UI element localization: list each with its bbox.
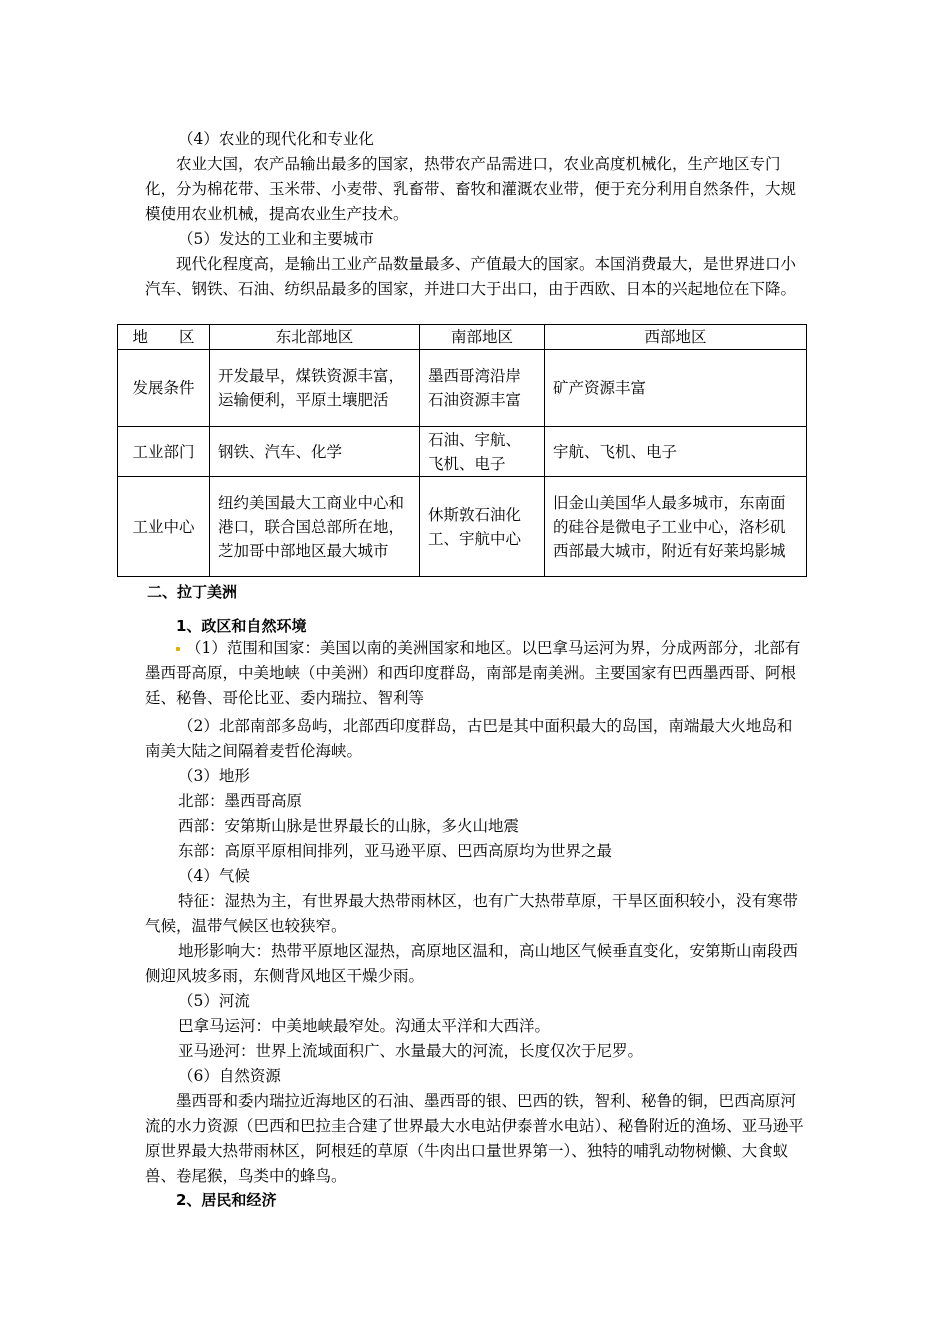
table-cell: 开发最早，煤铁资源丰富，运输便利，平原土壤肥活	[210, 350, 420, 427]
table-header-cell: 东北部地区	[210, 325, 420, 350]
marker-icon	[176, 647, 180, 651]
row-label: 发展条件	[118, 350, 210, 427]
table-header-row	[118, 325, 807, 350]
terrain-east: 东部：高原平原相间排列，亚马逊平原、巴西高原均为世界之最	[178, 842, 613, 860]
table-header-cell: 南部地区	[420, 325, 545, 350]
row-label: 工业部门	[118, 427, 210, 477]
climate-features: 特征：湿热为主，有世界最大热带雨林区，也有广大热带草原，干旱区面积较小，没有寒带气候，温带气候区也较狭窄。	[145, 892, 799, 935]
latam-islands-paragraph: （2）北部南部多岛屿，北部西印度群岛，古巴是其中面积最大的岛国，南端最大火地岛和南美大陆之间隔着麦哲伦海峡。	[145, 717, 793, 760]
resources-heading: （6）自然资源	[178, 1067, 281, 1085]
latam-scope-paragraph	[145, 636, 807, 711]
section-title-latin-america: 二、拉丁美洲	[147, 583, 238, 601]
table-cell: 钢铁、汽车、化学	[210, 427, 420, 477]
agri-heading: （4）农业的现代化和专业化	[178, 130, 374, 148]
terrain-west: 西部：安第斯山脉是世界最长的山脉，多火山地震	[178, 817, 520, 835]
industry-body: 现代化程度高，是输出工业产品数量最多、产值最大的国家。本国消费最大，是世界进口小汽车、钢铁、石油、纺织品最多的国家，并进口大于出口，由于西欧、日本的兴起地位在下降。	[145, 255, 797, 298]
table-cell: 纽约美国最大工商业中心和港口，联合国总部所在地，芝加哥中部地区最大城市	[210, 477, 420, 577]
table-cell: 旧金山美国华人最多城市，东南面的硅谷是微电子工业中心，洛杉矶西部最大城市，附近有好莱坞影城	[545, 477, 807, 577]
table-cell: 宇航、飞机、电子	[545, 427, 807, 477]
table-row	[118, 350, 807, 427]
latam-scope-text: （1）范围和国家：美国以南的美洲国家和地区。以巴拿马运河为界，分成两部分，北部有墨西哥高原，中美地峡（中美洲）和西印度群岛，南部是南美洲。主要国家有巴西墨西哥、阿根廷、秘鲁、哥伦比亚、委内瑞拉、智利等	[145, 639, 801, 707]
table-row	[118, 477, 807, 577]
resources-body: 墨西哥和委内瑞拉近海地区的石油、墨西哥的银、巴西的铁，智利、秘鲁的铜，巴西高原河流的水力资源（巴西和巴拉圭合建了世界最大水电站伊泰普水电站）、秘鲁附近的渔场、亚马逊平原世界最大热带雨林区，阿根廷的草原（牛肉出口量世界第一）、独特的哺乳动物树懒、大食蚁兽、卷尾猴，鸟类中的蜂鸟。	[145, 1092, 804, 1185]
table-header-cell: 西部地区	[545, 325, 807, 350]
row-label: 工业中心	[118, 477, 210, 577]
section-heading-population-economy: 2、居民和经济	[176, 1191, 277, 1209]
section-heading-politics-environment: 1、政区和自然环境	[176, 617, 307, 635]
agri-body: 农业大国，农产品输出最多的国家，热带农产品需进口，农业高度机械化，生产地区专门化，分为棉花带、玉米带、小麦带、乳畜带、畜牧和灌溉农业带，便于充分利用自然条件，大规模使用农业机械，提高农业生产技术。	[145, 155, 797, 223]
industry-regions-table	[117, 324, 807, 577]
table-header-cell: 地 区	[118, 325, 210, 350]
terrain-north: 北部：墨西哥高原	[178, 792, 303, 810]
table-row	[118, 427, 807, 477]
table-cell: 矿产资源丰富	[545, 350, 807, 427]
table-cell: 石油、宇航、飞机、电子	[420, 427, 545, 477]
table-cell: 休斯敦石油化工、宇航中心	[420, 477, 545, 577]
table-cell: 墨西哥湾沿岸石油资源丰富	[420, 350, 545, 427]
climate-terrain-influence: 地形影响大：热带平原地区湿热，高原地区温和，高山地区气候垂直变化，安第斯山南段西侧迎风坡多雨，东侧背风地区干燥少雨。	[145, 942, 799, 985]
river-amazon: 亚马逊河：世界上流域面积广、水量最大的河流，长度仅次于尼罗。	[178, 1042, 644, 1060]
industry-heading: （5）发达的工业和主要城市	[178, 230, 374, 248]
climate-heading: （4）气候	[178, 867, 250, 885]
terrain-heading: （3）地形	[178, 767, 250, 785]
rivers-heading: （5）河流	[178, 992, 250, 1010]
river-panama-canal: 巴拿马运河：中美地峡最窄处。沟通太平洋和大西洋。	[178, 1017, 551, 1035]
